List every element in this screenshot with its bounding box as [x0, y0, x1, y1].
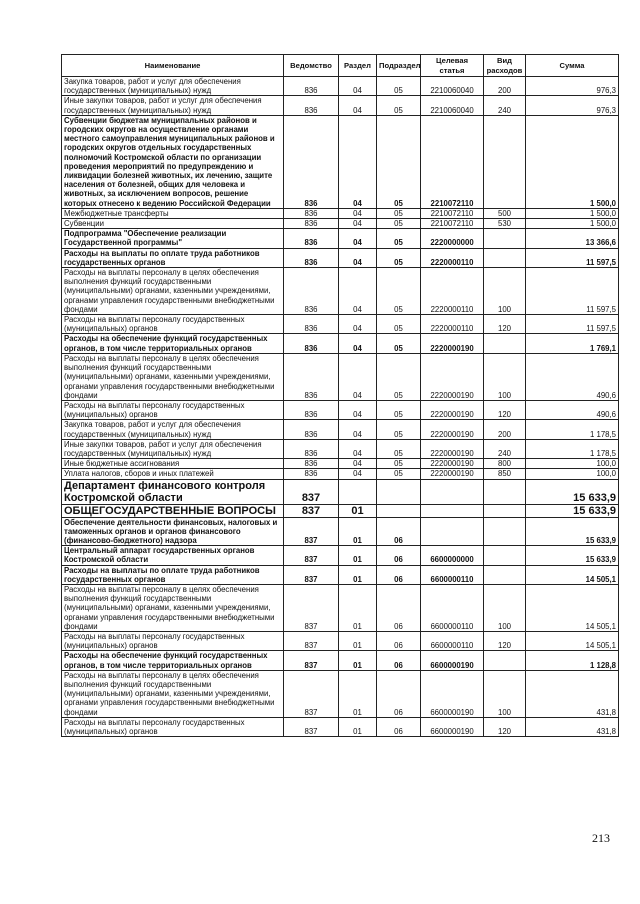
row-section: 04 [339, 229, 377, 248]
row-subsection: 06 [377, 565, 421, 584]
row-department: 836 [284, 268, 339, 315]
row-subsection: 05 [377, 96, 421, 115]
row-subsection: 05 [377, 248, 421, 267]
row-target-article: 6600000190 [421, 651, 484, 670]
row-subsection: 05 [377, 208, 421, 218]
row-target-article: 2220000190 [421, 400, 484, 419]
table-row [62, 504, 619, 517]
row-target-article [421, 504, 484, 517]
row-section: 04 [339, 353, 377, 400]
row-amount: 1 500,0 [526, 115, 619, 208]
row-expense-type: 120 [484, 717, 526, 736]
row-name: Расходы на выплаты персоналу государственных (муниципальных) органов [62, 717, 284, 736]
row-expense-type: 100 [484, 670, 526, 717]
row-department: 836 [284, 115, 339, 208]
row-target-article: 2220000000 [421, 229, 484, 248]
row-department: 836 [284, 219, 339, 229]
row-amount: 976,3 [526, 77, 619, 96]
row-name: Расходы на выплаты персоналу в целях обеспечения выполнения функций государственными (муниципальными) органами, казенными учреждениями, органами управления государственными внебюджетными фондами [62, 670, 284, 717]
row-amount: 490,6 [526, 353, 619, 400]
row-name: Закупка товаров, работ и услуг для обеспечения государственных (муниципальных) нужд [62, 77, 284, 96]
row-target-article: 2220000190 [421, 334, 484, 353]
row-expense-type: 120 [484, 315, 526, 334]
table-row [62, 315, 619, 334]
row-target-article: 2220000110 [421, 315, 484, 334]
row-amount: 1 500,0 [526, 208, 619, 218]
row-amount: 11 597,5 [526, 268, 619, 315]
table-row [62, 479, 619, 504]
row-name: Иные закупки товаров, работ и услуг для обеспечения государственных (муниципальных) нужд [62, 439, 284, 458]
row-subsection: 05 [377, 353, 421, 400]
row-section: 04 [339, 400, 377, 419]
row-expense-type: 200 [484, 420, 526, 439]
row-subsection: 05 [377, 219, 421, 229]
row-amount: 14 505,1 [526, 565, 619, 584]
row-subsection: 06 [377, 651, 421, 670]
row-amount: 14 505,1 [526, 631, 619, 650]
row-expense-type: 240 [484, 96, 526, 115]
row-subsection: 06 [377, 670, 421, 717]
row-name: Центральный аппарат государственных органов Костромской области [62, 546, 284, 565]
table-row [62, 77, 619, 96]
table-header-row [62, 55, 619, 77]
header-expense-type: Вид расходов [484, 55, 526, 77]
row-section: 04 [339, 208, 377, 218]
row-target-article: 2220000110 [421, 248, 484, 267]
row-expense-type [484, 479, 526, 504]
table-row [62, 115, 619, 208]
row-target-article: 6600000190 [421, 670, 484, 717]
row-section: 04 [339, 219, 377, 229]
row-expense-type: 120 [484, 400, 526, 419]
row-department: 837 [284, 631, 339, 650]
row-name: Расходы на обеспечение функций государственных органов, в том числе территориальных органов [62, 651, 284, 670]
row-name: Иные бюджетные ассигнования [62, 459, 284, 469]
row-name: Обеспечение деятельности финансовых, налоговых и таможенных органов и органов финансового (финансово-бюджетного) надзора [62, 517, 284, 546]
row-expense-type: 100 [484, 353, 526, 400]
row-section: 04 [339, 115, 377, 208]
row-name: Субвенции бюджетам муниципальных районов и городских округов на осуществление органами местного самоуправления муниципальных районов и городских округов отдельных государственных полномочий Костромской области по организации проведения мероприятий по предупреждению и ликвидации болезней животных, их лечению, защите населения от болезней, общих для человека и животных, за исключением вопросов, решение которых отнесено к ведению Российской Федерации [62, 115, 284, 208]
row-department: 836 [284, 353, 339, 400]
row-expense-type [484, 229, 526, 248]
row-subsection: 05 [377, 459, 421, 469]
row-department: 837 [284, 584, 339, 631]
row-target-article: 2210072110 [421, 208, 484, 218]
row-subsection: 05 [377, 229, 421, 248]
row-section: 04 [339, 420, 377, 439]
row-subsection: 05 [377, 439, 421, 458]
row-subsection: 05 [377, 115, 421, 208]
row-name: Иные закупки товаров, работ и услуг для обеспечения государственных (муниципальных) нужд [62, 96, 284, 115]
row-department: 836 [284, 96, 339, 115]
row-target-article: 2220000190 [421, 459, 484, 469]
row-expense-type: 100 [484, 268, 526, 315]
row-expense-type [484, 504, 526, 517]
row-target-article: 2220000190 [421, 469, 484, 479]
row-subsection [377, 504, 421, 517]
table-body [62, 77, 619, 737]
row-target-article: 2220000190 [421, 420, 484, 439]
row-section: 01 [339, 565, 377, 584]
row-section: 01 [339, 517, 377, 546]
row-amount: 100,0 [526, 469, 619, 479]
row-section: 04 [339, 334, 377, 353]
row-section: 01 [339, 717, 377, 736]
row-amount: 490,6 [526, 400, 619, 419]
row-name: Расходы на обеспечение функций государственных органов, в том числе территориальных органов [62, 334, 284, 353]
row-subsection: 06 [377, 517, 421, 546]
row-target-article: 2220000110 [421, 268, 484, 315]
row-name: Департамент финансового контроля Костромской области [62, 479, 284, 504]
row-expense-type [484, 115, 526, 208]
row-expense-type: 850 [484, 469, 526, 479]
row-target-article: 6600000000 [421, 546, 484, 565]
row-name: Закупка товаров, работ и услуг для обеспечения государственных (муниципальных) нужд [62, 420, 284, 439]
row-department: 837 [284, 479, 339, 504]
header-department: Ведомство [284, 55, 339, 77]
row-amount: 15 633,9 [526, 517, 619, 546]
row-name: Расходы на выплаты персоналу государственных (муниципальных) органов [62, 315, 284, 334]
row-subsection: 05 [377, 420, 421, 439]
table-row [62, 208, 619, 218]
table-row [62, 353, 619, 400]
row-department: 836 [284, 77, 339, 96]
row-section: 04 [339, 315, 377, 334]
row-subsection [377, 479, 421, 504]
row-department: 836 [284, 229, 339, 248]
table-row [62, 469, 619, 479]
row-expense-type: 800 [484, 459, 526, 469]
row-department: 836 [284, 459, 339, 469]
row-amount: 1 128,8 [526, 651, 619, 670]
row-expense-type: 120 [484, 631, 526, 650]
row-expense-type [484, 546, 526, 565]
table-row [62, 248, 619, 267]
table-row [62, 229, 619, 248]
row-target-article: 2210060040 [421, 77, 484, 96]
table-row [62, 565, 619, 584]
row-department: 837 [284, 565, 339, 584]
row-section: 04 [339, 268, 377, 315]
table-row [62, 96, 619, 115]
row-expense-type: 530 [484, 219, 526, 229]
row-department: 837 [284, 546, 339, 565]
row-subsection: 06 [377, 631, 421, 650]
row-department: 836 [284, 315, 339, 334]
row-target-article: 2210072110 [421, 115, 484, 208]
row-name: Расходы на выплаты по оплате труда работников государственных органов [62, 248, 284, 267]
row-section: 01 [339, 631, 377, 650]
row-amount: 100,0 [526, 459, 619, 469]
table-row [62, 268, 619, 315]
table-row [62, 517, 619, 546]
row-amount: 15 633,9 [526, 546, 619, 565]
row-section: 01 [339, 651, 377, 670]
row-section: 01 [339, 670, 377, 717]
header-section: Раздел [339, 55, 377, 77]
row-target-article: 6600000110 [421, 584, 484, 631]
row-amount: 1 178,5 [526, 439, 619, 458]
row-subsection: 05 [377, 315, 421, 334]
row-subsection: 05 [377, 334, 421, 353]
row-amount: 11 597,5 [526, 248, 619, 267]
row-section: 04 [339, 469, 377, 479]
row-section: 04 [339, 77, 377, 96]
table-row [62, 651, 619, 670]
row-department: 837 [284, 651, 339, 670]
row-department: 837 [284, 517, 339, 546]
row-subsection: 06 [377, 584, 421, 631]
row-target-article: 2210060040 [421, 96, 484, 115]
row-target-article [421, 517, 484, 546]
row-subsection: 06 [377, 546, 421, 565]
row-name: Межбюджетные трансферты [62, 208, 284, 218]
row-section: 04 [339, 439, 377, 458]
page-number: 213 [592, 831, 610, 845]
row-target-article: 2220000190 [421, 353, 484, 400]
row-name: Расходы на выплаты по оплате труда работников государственных органов [62, 565, 284, 584]
table-row [62, 420, 619, 439]
row-department: 837 [284, 717, 339, 736]
row-expense-type [484, 248, 526, 267]
table-row [62, 334, 619, 353]
row-expense-type [484, 565, 526, 584]
row-department: 836 [284, 208, 339, 218]
row-name: Подпрограмма "Обеспечение реализации Государственной программы" [62, 229, 284, 248]
row-subsection: 05 [377, 268, 421, 315]
row-name: ОБЩЕГОСУДАРСТВЕННЫЕ ВОПРОСЫ [62, 504, 284, 517]
row-amount: 15 633,9 [526, 479, 619, 504]
row-subsection: 05 [377, 469, 421, 479]
row-department: 836 [284, 400, 339, 419]
row-target-article: 6600000110 [421, 565, 484, 584]
row-section: 04 [339, 459, 377, 469]
table-row [62, 631, 619, 650]
row-department: 836 [284, 439, 339, 458]
row-department: 837 [284, 670, 339, 717]
row-amount: 14 505,1 [526, 584, 619, 631]
row-target-article: 6600000190 [421, 717, 484, 736]
row-expense-type [484, 334, 526, 353]
table-row [62, 717, 619, 736]
row-name: Расходы на выплаты персоналу в целях обеспечения выполнения функций государственными (муниципальными) органами, казенными учреждениями, органами управления государственными внебюджетными фондами [62, 584, 284, 631]
row-target-article: 6600000110 [421, 631, 484, 650]
row-department: 836 [284, 334, 339, 353]
row-name: Расходы на выплаты персоналу в целях обеспечения выполнения функций государственными (муниципальными) органами, казенными учреждениями, органами управления государственными внебюджетными фондами [62, 353, 284, 400]
row-amount: 11 597,5 [526, 315, 619, 334]
row-name: Субвенции [62, 219, 284, 229]
row-department: 837 [284, 504, 339, 517]
row-expense-type: 100 [484, 584, 526, 631]
table-row [62, 439, 619, 458]
row-name: Расходы на выплаты персоналу государственных (муниципальных) органов [62, 631, 284, 650]
row-department: 836 [284, 469, 339, 479]
header-amount: Сумма [526, 55, 619, 77]
row-section [339, 479, 377, 504]
row-amount: 1 500,0 [526, 219, 619, 229]
row-target-article: 2210072110 [421, 219, 484, 229]
row-expense-type [484, 517, 526, 546]
row-section: 04 [339, 248, 377, 267]
table-row [62, 400, 619, 419]
header-name: Наименование [62, 55, 284, 77]
row-department: 836 [284, 248, 339, 267]
row-target-article: 2220000190 [421, 439, 484, 458]
row-name: Расходы на выплаты персоналу государственных (муниципальных) органов [62, 400, 284, 419]
row-subsection: 05 [377, 77, 421, 96]
table-row [62, 459, 619, 469]
table-row [62, 670, 619, 717]
row-department: 836 [284, 420, 339, 439]
row-amount: 431,8 [526, 670, 619, 717]
row-amount: 431,8 [526, 717, 619, 736]
row-name: Расходы на выплаты персоналу в целях обеспечения выполнения функций государственными (муниципальными) органами, казенными учреждениями, органами управления государственными внебюджетными фондами [62, 268, 284, 315]
table-row [62, 546, 619, 565]
row-expense-type: 200 [484, 77, 526, 96]
row-subsection: 06 [377, 717, 421, 736]
row-section: 01 [339, 584, 377, 631]
row-section: 04 [339, 96, 377, 115]
row-amount: 976,3 [526, 96, 619, 115]
table-row [62, 219, 619, 229]
row-expense-type [484, 651, 526, 670]
row-amount: 13 366,6 [526, 229, 619, 248]
header-target-article: Целевая статья [421, 55, 484, 77]
row-target-article [421, 479, 484, 504]
row-expense-type: 500 [484, 208, 526, 218]
budget-table [61, 54, 619, 737]
row-subsection: 05 [377, 400, 421, 419]
row-name: Уплата налогов, сборов и иных платежей [62, 469, 284, 479]
row-amount: 15 633,9 [526, 504, 619, 517]
row-amount: 1 178,5 [526, 420, 619, 439]
header-subsection: Подраздел [377, 55, 421, 77]
row-section: 01 [339, 546, 377, 565]
row-expense-type: 240 [484, 439, 526, 458]
row-amount: 1 769,1 [526, 334, 619, 353]
table-row [62, 584, 619, 631]
row-section: 01 [339, 504, 377, 517]
